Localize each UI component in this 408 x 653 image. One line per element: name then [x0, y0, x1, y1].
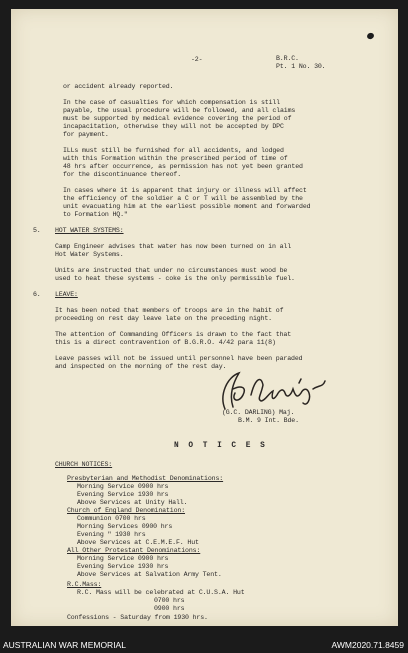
- archive-name: AUSTRALIAN WAR MEMORIAL: [3, 640, 126, 650]
- service-line: 0700 hrs: [154, 597, 185, 604]
- service-line: Morning Service 0900 hrs: [77, 555, 169, 562]
- body-line: Units are instructed that under no circumstances must wood be: [55, 267, 288, 274]
- service-line: Morning Service 0900 hrs: [77, 483, 169, 490]
- body-line: payable, the usual procedure will be followed, and all claims: [63, 107, 296, 114]
- denomination-heading: Church of England Denomination:: [67, 507, 186, 514]
- body-line: used to heat these systems - coke is the only permissible fuel.: [55, 275, 295, 282]
- service-line: 0900 hrs: [154, 605, 185, 612]
- denomination-heading: R.C.Mass:: [67, 581, 102, 588]
- archive-reference: AWM2020.71.8459: [331, 640, 404, 650]
- body-line: In cases where it is apparent that injury or illness will affect: [63, 187, 307, 194]
- body-line: with this Formation within the prescribed period of time of: [63, 155, 288, 162]
- service-line: Above Services at C.E.M.E.F. Hut: [77, 539, 199, 546]
- body-line: for payment.: [63, 131, 109, 138]
- section-number: 6.: [33, 291, 41, 298]
- service-line: Evening Service 1930 hrs: [77, 491, 169, 498]
- body-line: must be supported by medical evidence covering the period of: [63, 115, 292, 122]
- service-line: Above Services at Unity Hall.: [77, 499, 188, 506]
- section-number: 5.: [33, 227, 41, 234]
- page-number: -2-: [191, 56, 203, 63]
- body-line: Camp Engineer advises that water has now been turned on in all: [55, 243, 292, 250]
- service-line: Above Services at Salvation Army Tent.: [77, 571, 222, 578]
- body-line: unit evacuating him at the earliest possible moment and forwarded: [63, 203, 311, 210]
- archive-footer: [0, 638, 408, 653]
- reference-line-2: Pt. 1 No. 30.: [276, 63, 326, 70]
- service-line: R.C. Mass will be celebrated at C.U.S.A. Hut: [77, 589, 245, 596]
- signature-role: B.M. 9 Int. Bde.: [238, 417, 299, 424]
- service-line: Evening " 1930 hrs: [77, 531, 146, 538]
- denomination-heading: All Other Protestant Denominations:: [67, 547, 201, 554]
- body-line: The attention of Commanding Officers is drawn to the fact that: [55, 331, 292, 338]
- body-line: to Formation HQ.": [63, 211, 128, 218]
- body-line: or accident already reported.: [63, 83, 174, 90]
- notices-heading: N O T I C E S: [174, 442, 268, 450]
- body-line: the efficiency of the soldier a C or T will be assembled by the: [63, 195, 303, 202]
- service-line: Communion 0700 hrs: [77, 515, 146, 522]
- document-page: [11, 9, 398, 626]
- body-line: Hot Water Systems.: [55, 251, 124, 258]
- service-line: Morning Services 0900 hrs: [77, 523, 173, 530]
- body-line: ILLs must still be furnished for all accidents, and lodged: [63, 147, 284, 154]
- body-line: for the discontinuance thereof.: [63, 171, 182, 178]
- body-line: and inspected on the morning of the rest day.: [55, 363, 227, 370]
- body-line: Leave passes will not be issued until personnel have been paraded: [55, 355, 303, 362]
- body-line: this is a direct contravention of B.G.R.O. 4/42 para 11(8): [55, 339, 276, 346]
- body-line: proceeding on rest day leave late on the preceding night.: [55, 315, 272, 322]
- section-heading: LEAVE:: [55, 291, 78, 298]
- denomination-heading: Presbyterian and Methodist Denominations:: [67, 475, 224, 482]
- body-line: It has been noted that members of troops are in the habit of: [55, 307, 284, 314]
- service-line: Evening Service 1930 hrs: [77, 563, 169, 570]
- body-line: incapacitation, otherwise they will not be accepted by DPC: [63, 123, 284, 130]
- section-heading: HOT WATER SYSTEMS:: [55, 227, 124, 234]
- body-line: In the case of casualties for which compensation is still: [63, 99, 280, 106]
- service-line: Confessions - Saturday from 1930 hrs.: [67, 614, 208, 621]
- church-notices-heading: CHURCH NOTICES:: [55, 461, 113, 468]
- signature-name: (G.C. DARLING) Maj.: [222, 409, 295, 416]
- reference-line-1: B.R.C.: [276, 55, 299, 62]
- punch-hole: [366, 32, 375, 40]
- body-line: 48 hrs after occurrence, as permission has not yet been granted: [63, 163, 303, 170]
